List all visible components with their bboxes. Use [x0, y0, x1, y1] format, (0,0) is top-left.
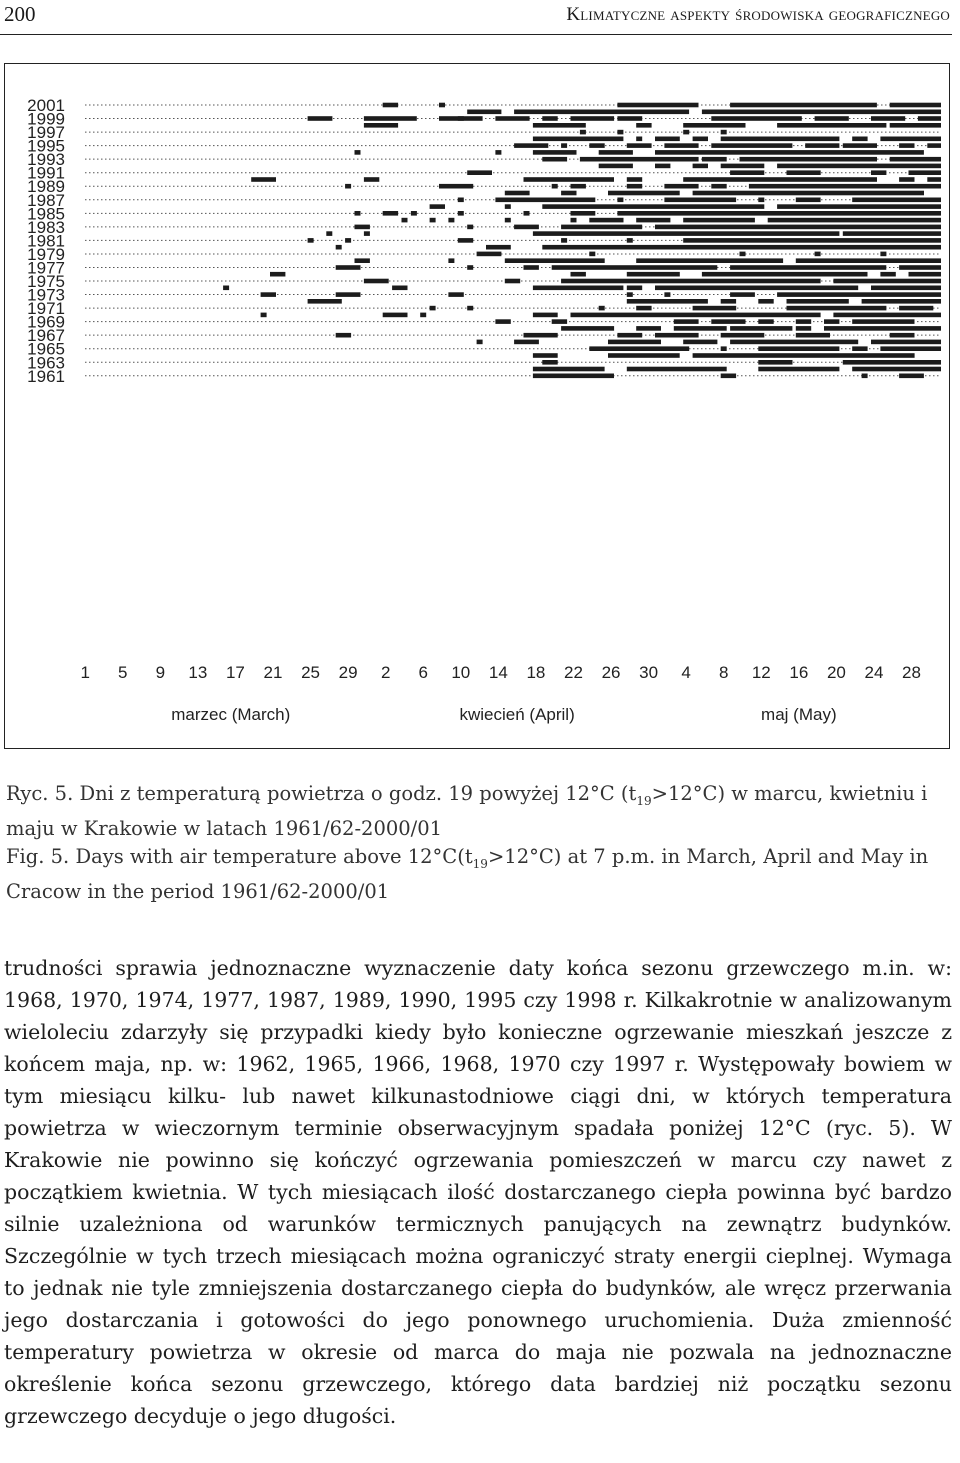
day-run-bar — [533, 286, 624, 291]
day-tick-label: 14 — [488, 663, 508, 682]
day-run-bar — [899, 306, 933, 311]
day-run-bar — [636, 137, 642, 142]
day-run-bar — [796, 198, 821, 203]
day-run-bar — [899, 143, 914, 148]
day-run-bar — [918, 116, 941, 121]
day-run-bar — [862, 374, 868, 379]
day-run-bar — [674, 326, 727, 331]
day-run-bar — [364, 279, 389, 284]
running-title: Klimatyczne aspekty środowiska geograficznego — [566, 4, 950, 25]
day-run-bar — [617, 130, 623, 135]
year-tick-label: 1969 — [27, 312, 65, 332]
day-run-bar — [439, 103, 445, 108]
day-run-bar — [495, 150, 501, 155]
day-tick-label: 17 — [225, 663, 245, 682]
day-run-bar — [890, 157, 941, 162]
day-tick-label: 30 — [639, 663, 659, 682]
day-run-bar — [355, 258, 370, 263]
day-run-bar — [711, 116, 802, 121]
page-number: 200 — [4, 2, 36, 26]
day-run-bar — [758, 367, 839, 372]
day-run-bar — [542, 204, 764, 209]
day-run-bar — [796, 333, 830, 338]
year-axis — [27, 96, 65, 386]
day-run-bar — [392, 286, 407, 291]
day-run-bar — [561, 225, 642, 230]
day-run-bar — [796, 326, 811, 331]
day-tick-label: 2 — [380, 663, 391, 682]
day-run-bar — [336, 245, 342, 250]
day-run-bar — [402, 218, 408, 223]
day-run-bar — [571, 313, 821, 318]
day-run-bar — [599, 150, 633, 155]
day-run-bar — [561, 191, 576, 196]
year-tick-label: 1985 — [27, 204, 65, 224]
day-run-bar — [880, 137, 941, 142]
day-run-bar — [533, 137, 624, 142]
day-run-bar — [871, 170, 886, 175]
day-run-bar — [655, 333, 699, 338]
day-run-bar — [768, 218, 941, 223]
day-run-bar — [561, 279, 821, 284]
day-run-bar — [524, 333, 558, 338]
day-run-bar — [636, 258, 783, 263]
day-run-bar — [655, 225, 941, 230]
day-run-bar — [223, 286, 229, 291]
day-tick-label: 1 — [80, 663, 90, 682]
day-run-bar — [552, 265, 718, 270]
day-run-bar — [505, 204, 511, 209]
day-run-bar — [477, 252, 502, 257]
day-run-bar — [674, 319, 699, 324]
day-run-bar — [815, 252, 821, 257]
day-run-bar — [524, 265, 539, 270]
day-run-bar — [458, 116, 464, 121]
day-run-bar — [758, 319, 773, 324]
day-tick-label: 5 — [118, 663, 128, 682]
day-run-bar — [495, 116, 529, 121]
day-run-bar — [655, 164, 670, 169]
day-run-bar — [627, 272, 680, 277]
day-run-bar — [683, 123, 745, 128]
day-run-bar — [364, 231, 370, 236]
day-run-bar — [589, 346, 689, 351]
day-run-bar — [627, 299, 708, 304]
day-run-bar — [430, 218, 436, 223]
day-tick-label: 20 — [826, 663, 846, 682]
day-run-bar — [683, 340, 717, 345]
day-run-bar — [899, 374, 924, 379]
day-run-bar — [702, 272, 868, 277]
day-run-bar — [721, 164, 765, 169]
year-tick-label: 1989 — [27, 177, 65, 197]
day-run-bar — [251, 177, 276, 182]
day-run-bar — [627, 367, 727, 372]
day-run-bar — [627, 184, 642, 189]
year-tick-label: 1967 — [27, 326, 65, 346]
day-run-bar — [355, 150, 361, 155]
day-run-bar — [430, 306, 436, 311]
day-run-bar — [505, 279, 520, 284]
day-run-bar — [599, 306, 605, 311]
day-tick-label: 10 — [451, 663, 471, 682]
day-run-bar — [411, 211, 417, 216]
day-run-bar — [561, 143, 567, 148]
month-label: marzec (March) — [171, 705, 291, 724]
day-run-bar — [420, 313, 426, 318]
day-run-bar — [721, 333, 765, 338]
day-run-bar — [383, 103, 398, 108]
day-tick-label: 22 — [564, 663, 583, 682]
day-run-bar — [524, 211, 530, 216]
day-run-bar — [542, 360, 557, 365]
day-run-bar — [533, 313, 558, 318]
figure-frame — [4, 63, 950, 749]
day-tick-label: 25 — [301, 663, 321, 682]
year-tick-label: 1983 — [27, 217, 65, 237]
day-run-bar — [683, 130, 689, 135]
day-run-bar — [617, 211, 941, 216]
day-run-bar — [711, 184, 726, 189]
day-run-bar — [909, 170, 942, 175]
day-run-bar — [664, 184, 698, 189]
month-label: kwiecień (April) — [459, 705, 575, 724]
day-run-bar — [852, 137, 867, 142]
day-run-bar — [336, 292, 361, 297]
month-label: maj (May) — [761, 705, 837, 724]
year-tick-label: 1973 — [27, 285, 65, 305]
day-run-bar — [627, 292, 633, 297]
body-text — [4, 952, 952, 1432]
day-run-bar — [467, 306, 473, 311]
page-header — [0, 0, 952, 35]
day-tick-label: 12 — [751, 663, 771, 682]
day-run-bar — [805, 143, 839, 148]
day-run-bar — [589, 143, 604, 148]
day-run-bar — [495, 198, 595, 203]
day-run-bar — [533, 150, 577, 155]
day-run-bar — [749, 184, 941, 189]
day-run-bar — [617, 333, 642, 338]
day-run-bar — [721, 346, 727, 351]
day-run-bar — [683, 177, 877, 182]
day-run-bar — [571, 116, 615, 121]
day-run-bar — [777, 123, 886, 128]
day-run-bar — [608, 340, 661, 345]
day-run-bar — [730, 170, 764, 175]
day-run-bar — [486, 245, 511, 250]
day-run-bar — [336, 265, 361, 270]
day-run-bar — [909, 272, 942, 277]
day-run-bar — [833, 279, 941, 284]
day-run-bar — [514, 225, 539, 230]
day-run-bar — [495, 319, 510, 324]
day-run-bar — [636, 218, 670, 223]
day-tick-label: 13 — [188, 663, 208, 682]
day-run-bar — [880, 272, 895, 277]
day-run-bar — [326, 231, 332, 236]
day-run-bar — [796, 258, 941, 263]
day-run-bar — [777, 204, 941, 209]
day-run-bar — [477, 340, 483, 345]
day-run-bar — [542, 116, 557, 121]
day-run-bar — [542, 245, 941, 250]
day-run-bar — [617, 116, 642, 121]
day-run-bar — [843, 231, 941, 236]
day-run-bar — [655, 137, 680, 142]
day-run-bar — [862, 299, 941, 304]
day-run-bar — [571, 211, 596, 216]
day-run-bar — [617, 103, 698, 108]
day-run-bar — [458, 198, 464, 203]
day-tick-label: 28 — [902, 663, 921, 682]
day-run-bar — [777, 164, 941, 169]
day-run-bar — [871, 116, 905, 121]
day-run-bar — [852, 346, 867, 351]
year-tick-label: 1975 — [27, 272, 65, 292]
day-run-bar — [927, 177, 941, 182]
day-tick-label: 6 — [418, 663, 428, 682]
day-run-bar — [308, 299, 342, 304]
day-run-bar — [758, 346, 839, 351]
day-run-bar — [514, 110, 689, 115]
day-run-bar — [693, 353, 915, 358]
day-run-bar — [880, 252, 886, 257]
day-run-bar — [383, 211, 398, 216]
day-run-bar — [693, 191, 924, 196]
day-run-bar — [852, 367, 941, 372]
day-run-bar — [702, 110, 941, 115]
day-run-bar — [880, 346, 941, 351]
day-run-bar — [533, 353, 558, 358]
day-run-bar — [571, 272, 586, 277]
day-run-bar — [664, 143, 698, 148]
day-run-bar — [364, 116, 417, 121]
day-run-bar — [721, 299, 736, 304]
day-run-bar — [627, 286, 642, 291]
day-run-bar — [815, 116, 849, 121]
day-run-bar — [702, 157, 727, 162]
day-run-bar — [843, 143, 877, 148]
day-run-bar — [787, 299, 849, 304]
day-run-bar — [730, 340, 858, 345]
month-axis — [171, 705, 836, 724]
day-run-bar — [890, 103, 941, 108]
figure-caption — [6, 780, 946, 906]
day-run-bar — [448, 258, 454, 263]
day-run-bar — [730, 103, 877, 108]
day-run-bar — [467, 170, 492, 175]
day-run-bar — [787, 306, 887, 311]
day-run-bar — [824, 326, 941, 331]
day-run-bar — [467, 110, 501, 115]
day-axis — [80, 663, 921, 682]
day-run-bar — [721, 374, 736, 379]
day-run-bar — [458, 238, 473, 243]
day-run-bar — [599, 164, 633, 169]
day-tick-label: 26 — [601, 663, 621, 682]
day-tick-label: 16 — [789, 663, 809, 682]
day-run-bar — [571, 218, 577, 223]
day-run-bar — [448, 292, 463, 297]
day-tick-label: 29 — [338, 663, 358, 682]
year-tick-label: 1997 — [27, 123, 65, 143]
day-run-bar — [542, 157, 567, 162]
day-run-bar — [740, 157, 878, 162]
day-run-bar — [448, 218, 454, 223]
day-tick-label: 8 — [718, 663, 729, 682]
caption-polish: Ryc. 5. Dni z temperaturą powietrza o godz. 19 powyżej 12°C $(t_{19}>12^\circ C)$ w marcu, kwietniu i maju w Krakowie w latach 1961/62-2000/01 — [6, 782, 928, 841]
year-tick-label: 1987 — [27, 190, 65, 210]
day-run-bar — [383, 313, 408, 318]
day-run-bar — [514, 143, 548, 148]
day-run-bar — [561, 326, 614, 331]
day-run-bar — [336, 333, 351, 338]
day-run-bar — [533, 367, 605, 372]
day-run-bar — [824, 319, 839, 324]
year-tick-label: 1977 — [27, 258, 65, 278]
day-run-bar — [777, 292, 941, 297]
year-tick-label: 1981 — [27, 231, 65, 251]
day-run-bar — [833, 313, 941, 318]
day-run-bar — [467, 265, 473, 270]
day-run-bar — [664, 292, 670, 297]
year-tick-label: 1995 — [27, 136, 65, 156]
year-tick-label: 1993 — [27, 150, 65, 170]
day-run-bar — [617, 198, 623, 203]
day-run-bar — [261, 292, 276, 297]
day-run-bar — [308, 238, 314, 243]
day-run-bar — [721, 130, 727, 135]
day-run-bar — [693, 164, 708, 169]
year-tick-label: 1979 — [27, 244, 65, 264]
year-tick-label: 2001 — [27, 96, 65, 115]
day-run-bar — [899, 265, 941, 270]
day-run-bar — [571, 184, 586, 189]
year-tick-label: 1991 — [27, 163, 65, 183]
day-run-bar — [589, 252, 595, 257]
day-run-bar — [787, 170, 821, 175]
day-run-bar — [533, 374, 614, 379]
day-run-bar — [721, 137, 840, 142]
day-run-bar — [589, 218, 623, 223]
day-run-bar — [505, 218, 511, 223]
day-run-bar — [439, 184, 473, 189]
day-tick-label: 21 — [263, 663, 283, 682]
day-run-bar — [890, 333, 915, 338]
day-run-bar — [524, 177, 615, 182]
day-run-bar — [467, 225, 473, 230]
day-run-bar — [636, 306, 651, 311]
day-run-bar — [758, 299, 773, 304]
day-run-bar — [758, 198, 764, 203]
day-run-bar — [345, 184, 351, 189]
day-run-bar — [711, 319, 745, 324]
day-run-bar — [308, 116, 333, 121]
day-run-bar — [655, 150, 924, 155]
year-tick-label: 1961 — [27, 366, 65, 386]
day-run-bar — [505, 191, 530, 196]
day-tick-label: 24 — [864, 663, 884, 682]
day-run-bar — [664, 198, 736, 203]
day-run-bar — [927, 143, 941, 148]
day-run-bar — [711, 143, 792, 148]
day-run-bar — [580, 157, 699, 162]
day-run-bar — [758, 360, 792, 365]
day-run-bar — [355, 225, 370, 230]
day-run-bar — [627, 143, 652, 148]
year-tick-label: 1963 — [27, 353, 65, 373]
day-run-bar — [871, 340, 941, 345]
day-run-bar — [683, 238, 941, 243]
body-paragraph: trudności sprawia jednoznaczne wyznaczenie daty końca sezonu grzewczego m.in. w: 1968, 1970, 1974, 1977, 1987, 1989, 1990, 1995 czy 1998 r. Kilkakrotnie w analizowanym wieloleciu zdarzyły się przypadki kiedy było konieczne ogrzewanie mieszkań jeszcze z końcem maja, np. w: 1962, 1965, 1966, 1968, 1970 czy 1997 r. Występowały bowiem w tym miesiącu kilku- lub nawet kilkunastodniowe ciągi dni, w których temperatura powietrza w wieczornym terminie obserwacyjnym spadała poniżej 12°C (ryc. 5). W Krakowie nie powinno się kończyć ogrzewania pomieszczeń w marcu czy nawet z początkiem kwietnia. W tych miesiącach ilość dostarczanego ciepła powinna być bardzo silnie uzależniona od warunków termicznych panujących na zewnątrz budynków. Szczególnie w tych trzech miesiącach można ograniczyć straty energii cieplnej. Wymaga to jednak nie tyle zmniejszenia dostarczanego ciepła do budynków, ale wręcz przerwania jego dostarczania i gotowości do jego ponownego uruchomienia. Duża zmienność temperatury powietrza w okresie od marca do maja nie pozwala na jednoznaczne określenie końca sezonu grzewczego, którego data bardziej niż początku sezonu grzewczego decyduje o jego długości. — [4, 956, 952, 1428]
day-run-bar — [693, 137, 708, 142]
day-run-bar — [533, 123, 586, 128]
day-run-bar — [355, 211, 361, 216]
day-run-bar — [608, 353, 680, 358]
day-run-bar — [514, 340, 539, 345]
year-tick-label: 1999 — [27, 109, 65, 129]
day-run-bar — [458, 211, 464, 216]
day-tick-label: 9 — [155, 663, 166, 682]
day-run-bar — [364, 123, 398, 128]
year-tick-label: 1971 — [27, 299, 65, 319]
day-run-bar — [552, 319, 567, 324]
day-run-bar — [730, 326, 792, 331]
day-run-bar — [655, 286, 858, 291]
day-chart — [5, 64, 948, 747]
day-run-bar — [345, 238, 351, 243]
day-run-bar — [843, 360, 941, 365]
day-run-bar — [796, 319, 811, 324]
day-tick-label: 4 — [681, 663, 691, 682]
day-run-bar — [270, 272, 285, 277]
day-run-bar — [364, 177, 379, 182]
caption-english: Fig. 5. Days with air temperature above $12^\circ C(t_{19}>12^\circ C)$ at 7 p.m. in March, April and May in Cracow in the period 1961/62-2000/01 — [6, 844, 929, 904]
day-run-bar — [730, 265, 886, 270]
day-run-bar — [693, 306, 737, 311]
day-run-bar — [430, 204, 445, 209]
day-run-bar — [871, 286, 941, 291]
day-tick-label: 18 — [526, 663, 546, 682]
day-run-bar — [627, 238, 633, 243]
day-run-bar — [636, 123, 651, 128]
day-run-bar — [852, 198, 941, 203]
day-run-bar — [505, 258, 605, 263]
day-run-bar — [899, 177, 914, 182]
day-run-bar — [852, 319, 914, 324]
day-run-bar — [552, 184, 558, 189]
day-run-bar — [636, 326, 661, 331]
day-run-bar — [730, 292, 755, 297]
year-tick-label: 1965 — [27, 339, 65, 359]
day-run-bar — [890, 123, 941, 128]
day-run-bar — [608, 191, 680, 196]
day-run-bar — [580, 130, 586, 135]
day-run-bar — [261, 313, 267, 318]
day-run-bar — [561, 238, 567, 243]
day-run-bar — [683, 218, 755, 223]
day-run-bar — [627, 177, 642, 182]
day-run-bar — [533, 231, 840, 236]
day-run-bar — [740, 252, 746, 257]
